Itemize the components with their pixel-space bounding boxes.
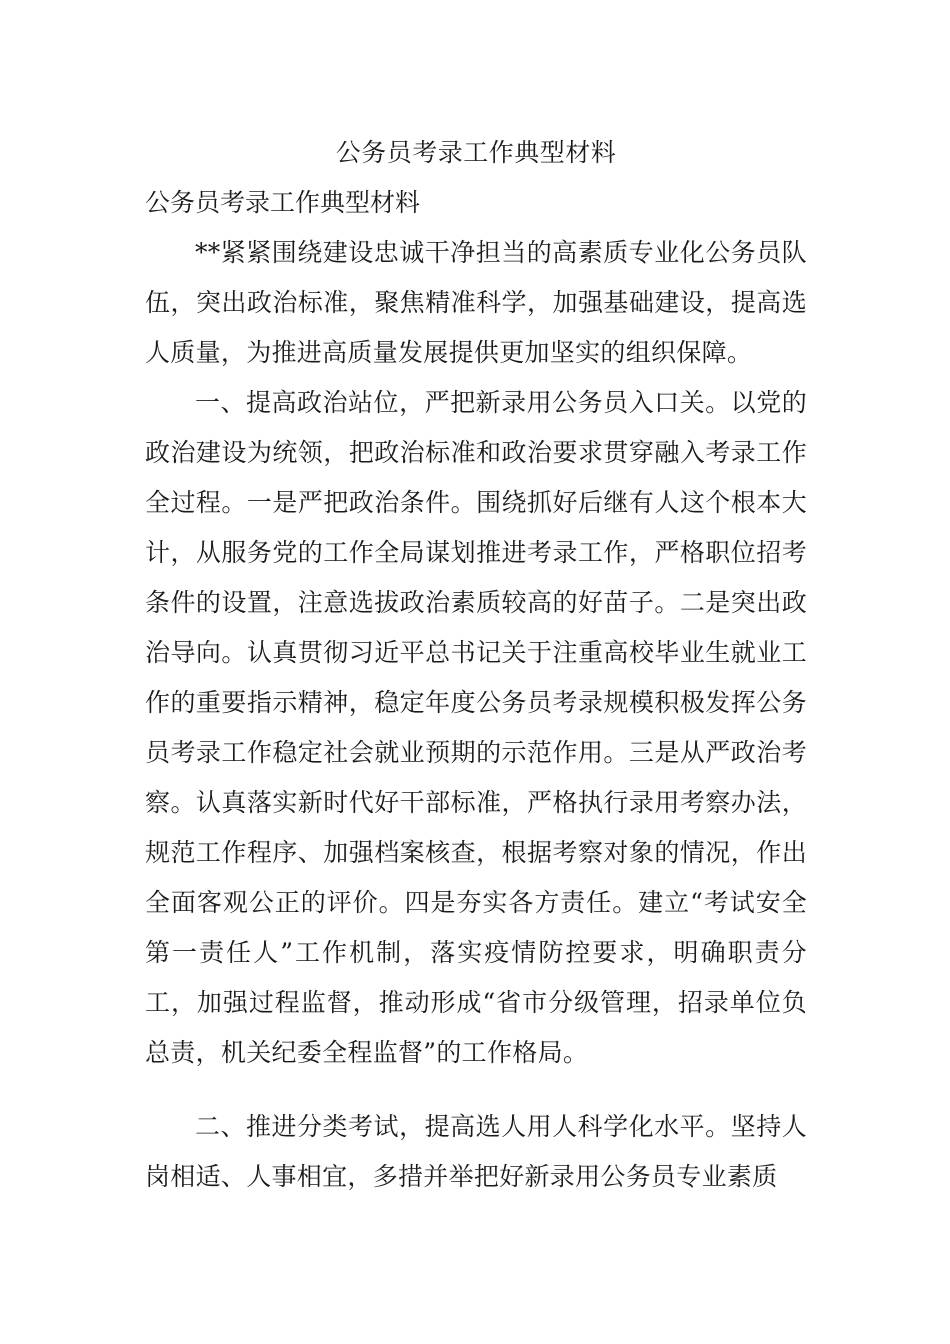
document-title: 公务员考录工作典型材料	[335, 138, 617, 167]
paragraph-intro: **紧紧围绕建设忠诚干净担当的高素质专业化公务员队伍，突出政治标准，聚焦精准科学，加强基础建设，提高选人质量，为推进高质量发展提供更加坚实的组织保障。	[145, 238, 807, 367]
paragraph-section-1: 一、提高政治站位，严把新录用公务员入口关。以党的政治建设为统领，把政治标准和政治要求贯穿融入考录工作全过程。一是严把政治条件。围绕抓好后继有人这个根本大计，从服务党的工作全局谋划推进考录工作，严格职位招考条件的设置，注意选拔政治素质较高的好苗子。二是突出政治导向。认真贯彻习近平总书记关于注重高校毕业生就业工作的重要指示精神，稳定年度公务员考录规模积极发挥公务员考录工作稳定社会就业预期的示范作用。三是从严政治考察。认真落实新时代好干部标准，严格执行录用考察办法，规范工作程序、加强档案核查，根据考察对象的情况，作出全面客观公正的评价。四是夯实各方责任。建立“考试安全第一责任人”工作机制，落实疫情防控要求，明确职责分工，加强过程监督，推动形成“省市分级管理，招录单位负总责，机关纪委全程监督”的工作格局。	[145, 388, 807, 1067]
document-subtitle: 公务员考录工作典型材料	[145, 188, 421, 217]
paragraph-section-2: 二、推进分类考试，提高选人用人科学化水平。坚持人岗相适、人事相宜，多措并举把好新录用公务员专业素质	[145, 1112, 807, 1191]
document-page	[145, 128, 807, 1202]
